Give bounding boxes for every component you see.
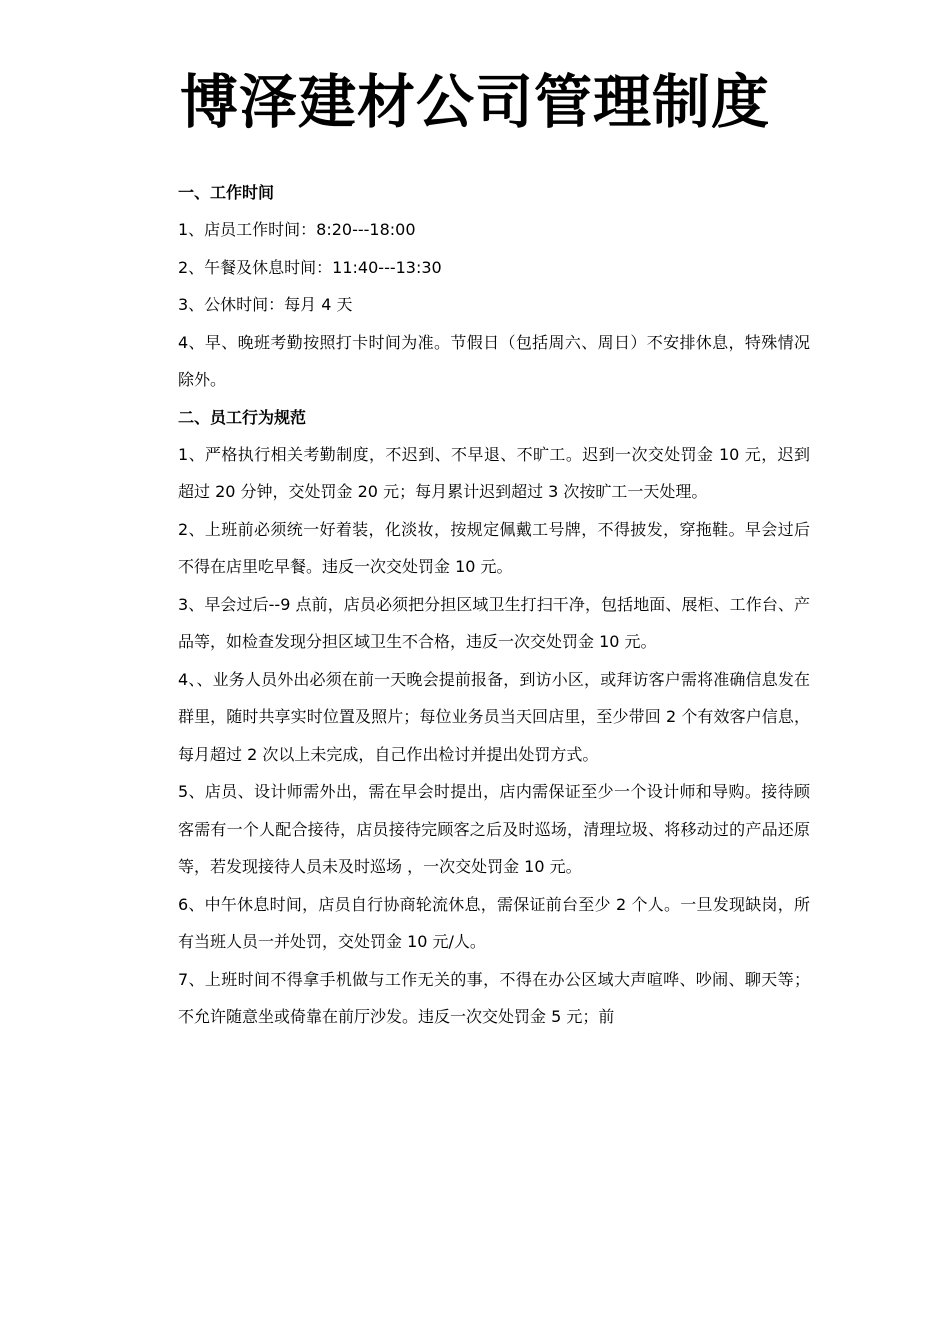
list-item: 2、午餐及休息时间：11:40---13:30: [178, 257, 442, 277]
list-item: 3、早会过后--9 点前，店员必须把分担区域卫生打扫干净，包括地面、展柜、工作台、产品等，如检查发现分担区域卫生不合格，违反一次交处罚金 10 元。: [178, 594, 810, 651]
document-body: [178, 174, 810, 1036]
section-work-hours: [178, 174, 810, 399]
list-item: 4、、业务人员外出必须在前一天晚会提前报备，到访小区，或拜访客户需将准确信息发在群里，随时共享实时位置及照片；每位业务员当天回店里，至少带回 2 个有效客户信息，每月超过 2 次以上未完成，自己作出检讨并提出处罚方式。: [178, 669, 810, 764]
list-item: 6、中午休息时间，店员自行协商轮流休息，需保证前台至少 2 个人。一旦发现缺岗，所有当班人员一并处罚，交处罚金 10 元/人。: [178, 894, 810, 951]
list-item: 5、店员、设计师需外出，需在早会时提出，店内需保证至少一个设计师和导购。接待顾客需有一个人配合接待，店员接待完顾客之后及时巡场，清理垃圾、将移动过的产品还原等，若发现接待人员未及时巡场 ，一次交处罚金 10 元。: [178, 782, 810, 876]
section-heading: 一、工作时间: [178, 183, 275, 202]
list-item: 3、公休时间：每月 4 天: [178, 295, 353, 314]
section-conduct-rules: [178, 399, 810, 1036]
list-item: 1、严格执行相关考勤制度，不迟到、不早退、不旷工。迟到一次交处罚金 10 元，迟到超过 20 分钟，交处罚金 20 元；每月累计迟到超过 3 次按旷工一天处理。: [178, 444, 810, 501]
list-item: 7、上班时间不得拿手机做与工作无关的事，不得在办公区域大声喧哗、吵闹、聊天等；不允许随意坐或倚靠在前厅沙发。违反一次交处罚金 5 元；前: [178, 969, 810, 1026]
list-item: 4、早、晚班考勤按照打卡时间为准。节假日（包括周六、周日）不安排休息，特殊情况除外。: [178, 332, 810, 389]
list-item: 1、店员工作时间：8:20---18:00: [178, 220, 416, 239]
section-heading: 二、员工行为规范: [178, 407, 307, 427]
list-item: 2、上班前必须统一好着装，化淡妆，按规定佩戴工号牌，不得披发，穿拖鞋。早会过后不得在店里吃早餐。违反一次交处罚金 10 元。: [178, 519, 810, 576]
document-title: 博泽建材公司管理制度: [179, 68, 770, 136]
